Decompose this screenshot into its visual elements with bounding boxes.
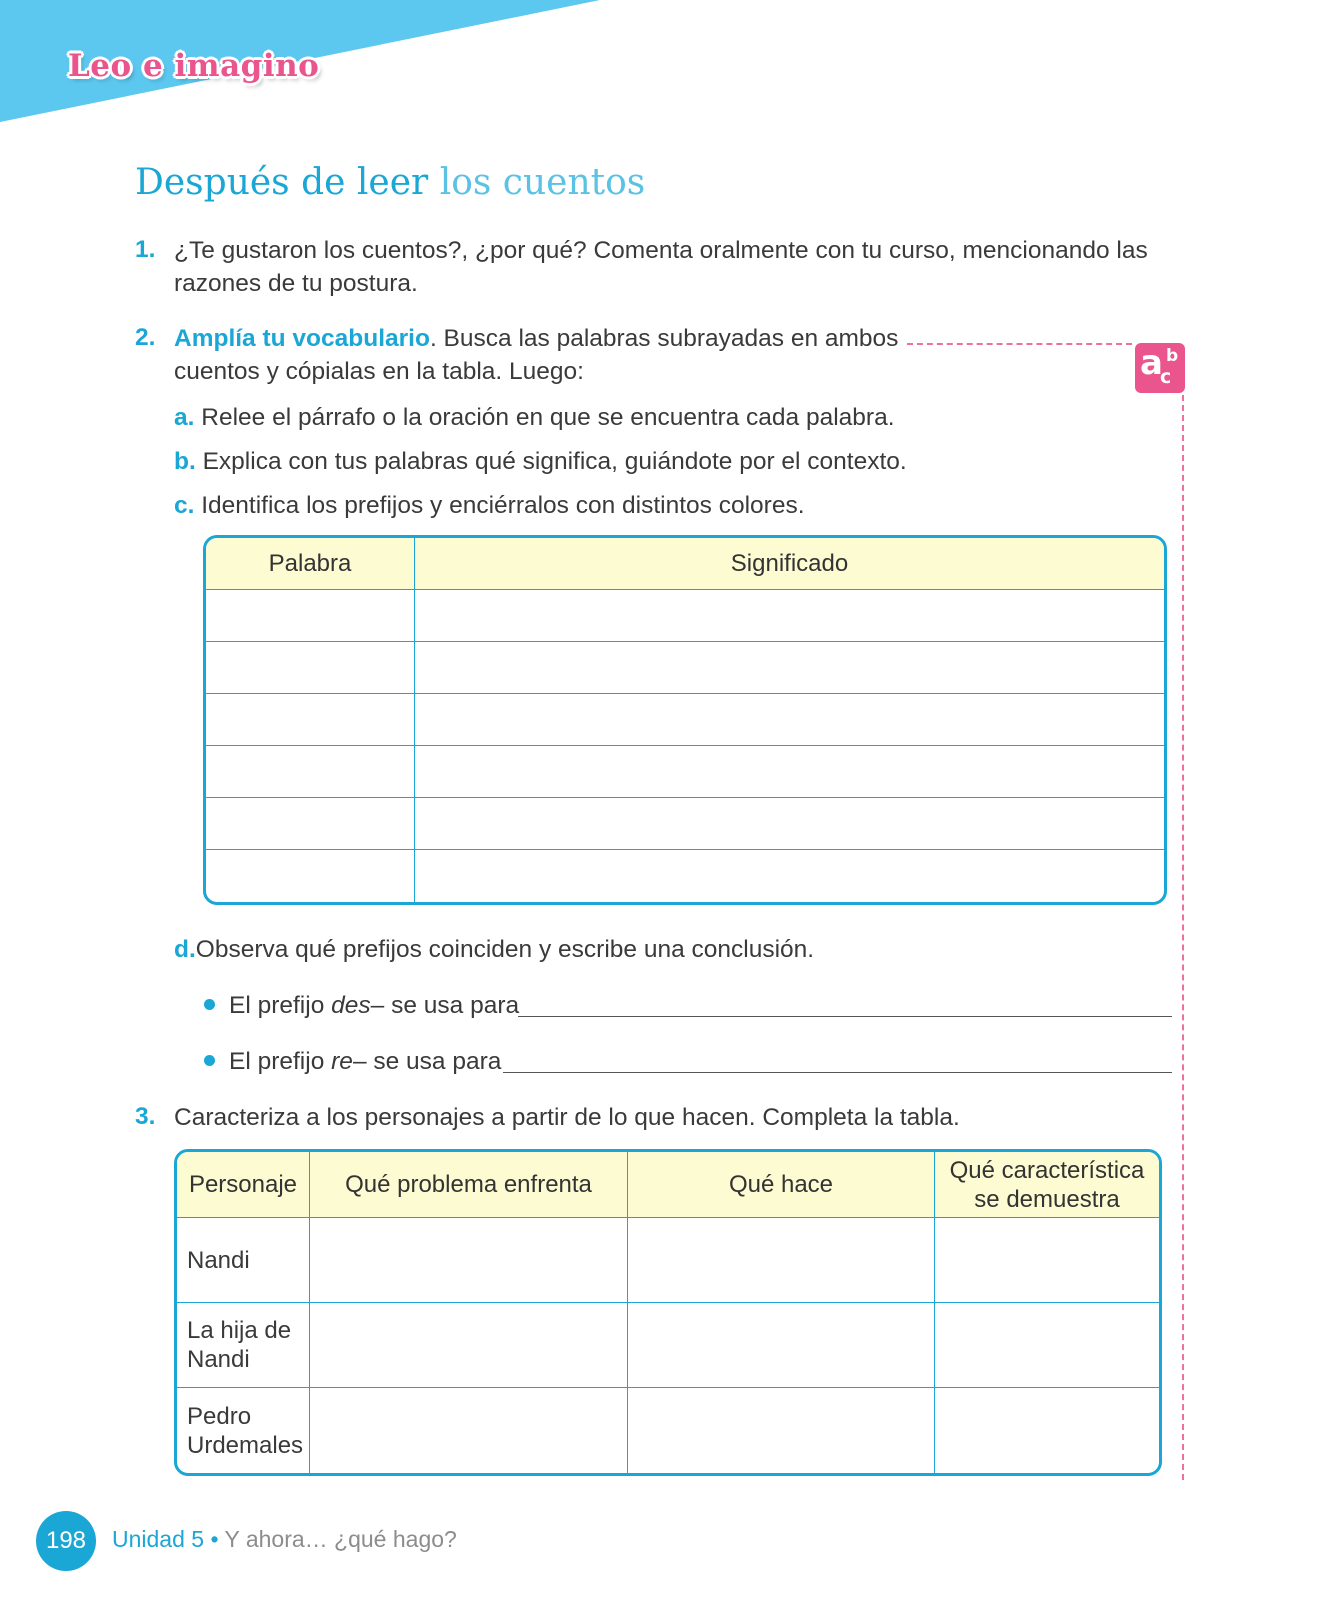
question-1-number: 1. <box>135 236 156 263</box>
answer-line-des[interactable] <box>518 1016 1172 1017</box>
item-b-text: Explica con tus palabras qué significa, guiándote por el contexto. <box>202 448 907 475</box>
word-cell[interactable] <box>206 694 415 746</box>
section-title-light: los cuentos <box>439 162 646 203</box>
character-name: Pedro Urdemales <box>177 1388 310 1473</box>
footer-subtitle: Y ahora… ¿qué hago? <box>224 1526 457 1552</box>
bullet-re-post: – se usa para <box>352 1048 502 1075</box>
item-d-letter: d. <box>174 936 196 963</box>
section-title-bold: Después de leer <box>135 162 429 203</box>
meaning-cell[interactable] <box>415 642 1164 694</box>
item-a <box>174 404 895 432</box>
bullet-des-pre: El prefijo <box>229 992 332 1019</box>
meaning-cell[interactable] <box>415 746 1164 798</box>
vocabulary-table <box>203 535 1167 905</box>
header-palabra: Palabra <box>206 538 415 590</box>
problem-cell[interactable] <box>310 1388 628 1473</box>
header-significado: Significado <box>415 538 1164 590</box>
header-que-hace: Qué hace <box>628 1152 935 1218</box>
answer-line-re[interactable] <box>503 1072 1172 1073</box>
bullet-des-prefix: des <box>331 992 371 1019</box>
margin-dashed-line-horizontal <box>907 343 1132 345</box>
item-d <box>174 936 814 964</box>
character-name: Nandi <box>177 1218 310 1303</box>
item-c-text: Identifica los prefijos y enciérralos con distintos colores. <box>201 492 805 519</box>
header-personaje: Personaje <box>177 1152 310 1218</box>
word-cell[interactable] <box>206 850 415 902</box>
question-1-text: ¿Te gustaron los cuentos?, ¿por qué? Comenta oralmente con tu curso, mencionando las razones de tu postura. <box>174 237 1148 297</box>
question-3-text: Caracteriza a los personajes a partir de lo que hacen. Completa la tabla. <box>174 1104 960 1131</box>
meaning-cell[interactable] <box>415 694 1164 746</box>
characters-table <box>174 1149 1162 1476</box>
action-cell[interactable] <box>628 1388 935 1473</box>
trait-cell[interactable] <box>935 1303 1159 1388</box>
action-cell[interactable] <box>628 1218 935 1303</box>
header-problema: Qué problema enfrenta <box>310 1152 628 1218</box>
footer-unit-label: Unidad 5 <box>112 1526 205 1552</box>
header-caracteristica: Qué característica se demuestra <box>935 1152 1159 1218</box>
problem-cell[interactable] <box>310 1218 628 1303</box>
bullet-re-prefix: re <box>331 1048 353 1075</box>
trait-cell[interactable] <box>935 1388 1159 1473</box>
item-b-letter: b. <box>174 448 196 475</box>
item-c <box>174 492 805 520</box>
item-c-letter: c. <box>174 492 195 519</box>
bullet-des <box>204 992 519 1020</box>
question-3-number: 3. <box>135 1103 156 1130</box>
item-a-letter: a. <box>174 404 195 431</box>
bullet-re-pre: El prefijo <box>229 1048 332 1075</box>
banner-title: Leo e imagino <box>68 48 320 84</box>
question-2-number: 2. <box>135 324 156 351</box>
section-title <box>135 162 645 203</box>
word-cell[interactable] <box>206 642 415 694</box>
bullet-re <box>204 1048 501 1076</box>
word-cell[interactable] <box>206 590 415 642</box>
bullet-dot <box>204 1055 215 1066</box>
trait-cell[interactable] <box>935 1218 1159 1303</box>
meaning-cell[interactable] <box>415 798 1164 850</box>
footer-unit <box>112 1526 457 1553</box>
abc-vocabulary-icon: a b c <box>1135 343 1185 393</box>
item-a-text: Relee el párrafo o la oración en que se encuentra cada palabra. <box>201 404 895 431</box>
question-2-text <box>174 322 914 388</box>
word-cell[interactable] <box>206 798 415 850</box>
question-2-line1: . Busca las palabras subrayadas en ambos <box>429 325 899 352</box>
action-cell[interactable] <box>628 1303 935 1388</box>
word-cell[interactable] <box>206 746 415 798</box>
page-number: 198 <box>36 1511 96 1571</box>
item-d-text: Observa qué prefijos coinciden y escribe una conclusión. <box>195 936 815 963</box>
bullet-des-post: – se usa para <box>370 992 520 1019</box>
margin-dashed-line-vertical <box>1182 395 1184 1480</box>
question-2-line2: cuentos y cópialas en la tabla. Luego: <box>174 358 584 385</box>
meaning-cell[interactable] <box>415 850 1164 902</box>
question-2-lead: Amplía tu vocabulario <box>174 325 430 352</box>
problem-cell[interactable] <box>310 1303 628 1388</box>
footer-separator: • <box>210 1526 219 1552</box>
meaning-cell[interactable] <box>415 590 1164 642</box>
bullet-dot <box>204 999 215 1010</box>
character-name: La hija de Nandi <box>177 1303 310 1388</box>
item-b <box>174 448 907 476</box>
